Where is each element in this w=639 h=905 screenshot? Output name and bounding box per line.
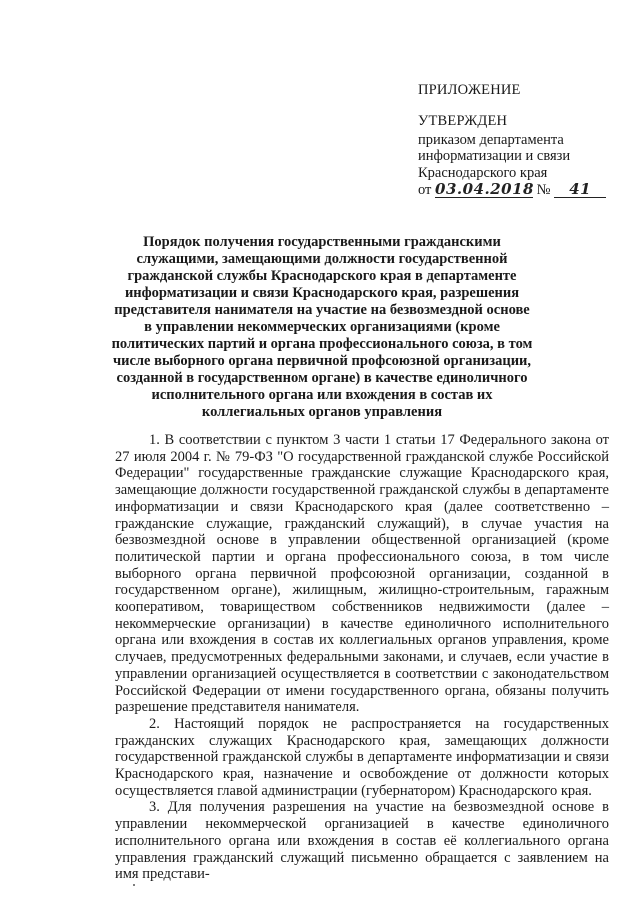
- approved-line: приказом департамента: [418, 131, 564, 148]
- handwritten-date: 03.04.2018: [435, 180, 534, 198]
- document-body: [115, 432, 609, 883]
- paragraph-1: 1. В соответствии с пунктом 3 части 1 статьи 17 Федерального закона от 27 июля 2004 г. № 79-ФЗ "О государственной гражданской службе Российской Федерации" государственные гражданские служащие Краснодарского края, замещающие должности государственной гражданской службы в департаменте информатизации и связи Краснодарского края (далее соответственно – гражданские служащие, гражданский служащий), в случае участия на безвозмездной основе в управлении общественной организацией (кроме политической партии и органа профессионального союза, в том числе выборного органа первичной профсоюзной организации, созданной в государственном органе), жилищным, жилищно-строительным, гаражным кооперативом, товариществом собственников недвижимости (далее –некоммерческие организации) в качестве единоличного исполнительного органа или вхождения в состав их коллегиальных органов управления, кроме случаев, предусмотренных федеральными законами, и случаев, если участие в управлении организацией осуществляется в соответствии с законодательством Российской Федерации от имени государственного органа, обязаны получить разрешение представителя нанимателя.: [115, 432, 609, 716]
- paragraph-3: 3. Для получения разрешения на участие на безвозмездной основе в управлении некоммерческой организацией в качестве единоличного исполнительного органа или вхождения в состав её коллегиального органа управления гражданский служащий письменно обращается с заявлением на имя представи-: [115, 799, 609, 883]
- number-sign: №: [536, 182, 551, 198]
- approval-block: [418, 113, 618, 199]
- appendix-label: ПРИЛОЖЕНИЕ: [418, 82, 521, 98]
- date-number-line: [418, 181, 618, 199]
- approved-line: информатизации и связи: [418, 148, 571, 164]
- handwritten-number: 41: [554, 181, 606, 198]
- paragraph-2: 2. Настоящий порядок не распространяется на государственных гражданских служащих Краснодарского края, замещающих должности государственной гражданской службы в департаменте информатизации и связи Краснодарского края, назначение и освобождение от должности которых осуществляется главой администрации (губернатором) Краснодарского края.: [115, 715, 609, 799]
- approved-label: УТВЕРЖДЕН: [418, 113, 508, 129]
- scan-speck: [133, 884, 135, 886]
- date-prefix: от: [418, 182, 432, 198]
- document-title: Порядок получения государственными гражданскими служащими, замещающими должности государственной гражданской службы Краснодарского края в департаменте информатизации и связи Краснодарского края, разрешения представителя нанимателя на участие на безвозмездной основе в управлении некоммерческих организациями (кроме политических партий и органа профессионального союза, в том числе выборного органа первичной профсоюзной организации, созданной в государственном органе) в качестве единоличного исполнительного органа или вхождения в состав их коллегиальных органов управления: [111, 234, 533, 420]
- approved-line: Краснодарского края: [418, 164, 548, 181]
